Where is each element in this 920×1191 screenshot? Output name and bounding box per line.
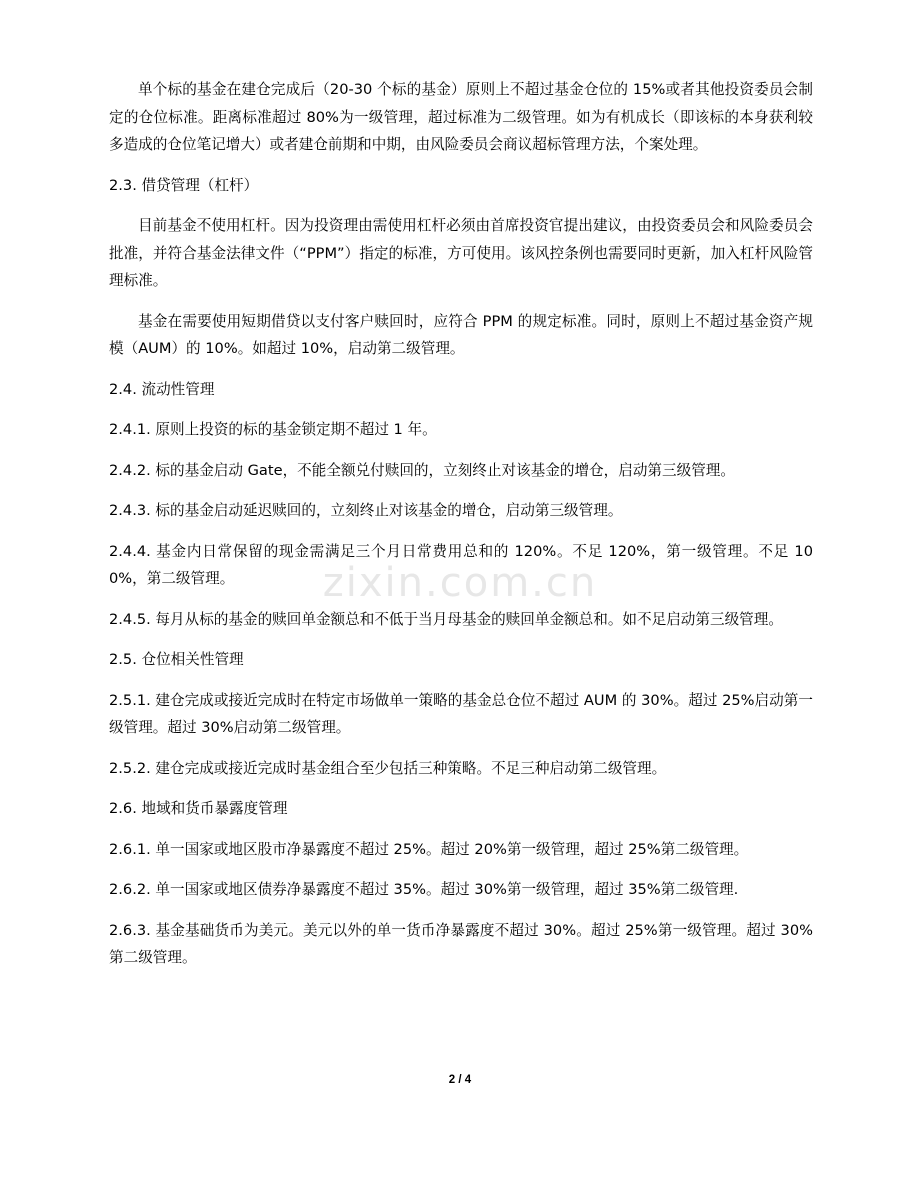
- list-item-2-5-2: 2.5.2. 建仓完成或接近完成时基金组合至少包括三种策略。不足三种启动第二级管理。: [109, 759, 667, 777]
- section-heading-borrowing: 2.3. 借贷管理（杠杆）: [109, 176, 259, 194]
- list-item-2-6-2: 2.6.2. 单一国家或地区债券净暴露度不超过 35%。超过 30%第一级管理，超过 35%第二级管理.: [109, 881, 739, 898]
- list-item-2-6-3: 2.6.3. 基金基础货币为美元。美元以外的单一货币净暴露度不超过 30%。超过 25%第一级管理。超过 30%第二级管理。: [109, 921, 813, 966]
- paragraph-position-limit: 单个标的基金在建仓完成后（20-30 个标的基金）原则上不超过基金仓位的 15%或者其他投资委员会制定的仓位标准。距离标准超过 80%为一级管理，超过标准为二级管理。如为有机成长（即该标的本身获利较多造成的仓位笔记增大）或者建仓前期和中期，由风险委员会商议超标管理方法，个案处理。: [109, 81, 813, 153]
- list-item-2-4-4: 2.4.4. 基金内日常保留的现金需满足三个月日常费用总和的 120%。不足 120%，第一级管理。不足 100%，第二级管理。: [109, 542, 813, 587]
- list-item-2-5-1: 2.5.1. 建仓完成或接近完成时在特定市场做单一策略的基金总仓位不超过 AUM 的 30%。超过 25%启动第一级管理。超过 30%启动第二级管理。: [109, 691, 813, 736]
- list-item-2-6-1: 2.6.1. 单一国家或地区股市净暴露度不超过 25%。超过 20%第一级管理，超过 25%第二级管理。: [109, 840, 749, 858]
- watermark: zixin.com.cn: [322, 560, 598, 606]
- page-number: 2 / 4: [448, 1074, 472, 1086]
- section-heading-exposure: 2.6. 地域和货币暴露度管理: [109, 800, 288, 817]
- paragraph-short-term-borrowing: 基金在需要使用短期借贷以支付客户赎回时，应符合 PPM 的规定标准。同时，原则上不超过基金资产规模（AUM）的 10%。如超过 10%，启动第二级管理。: [109, 312, 813, 357]
- list-item-2-4-3: 2.4.3. 标的基金启动延迟赎回的，立刻终止对该基金的增仓，启动第三级管理。: [109, 502, 623, 519]
- section-heading-liquidity: 2.4. 流动性管理: [109, 380, 215, 398]
- document-page: [109, 76, 813, 972]
- list-item-2-4-1: 2.4.1. 原则上投资的标的基金锁定期不超过 1 年。: [109, 421, 437, 438]
- list-item-2-4-2: 2.4.2. 标的基金启动 Gate，不能全额兑付赎回的，立刻终止对该基金的增仓，启动第三级管理。: [109, 461, 735, 479]
- list-item-2-4-5: 2.4.5. 每月从标的基金的赎回单金额总和不低于当月母基金的赎回单金额总和。如不足启动第三级管理。: [109, 610, 783, 628]
- section-heading-correlation: 2.5. 仓位相关性管理: [109, 651, 244, 668]
- paragraph-leverage: 目前基金不使用杠杆。因为投资理由需使用杠杆必须由首席投资官提出建议，由投资委员会和风险委员会批准，并符合基金法律文件（“PPM”）指定的标准，方可使用。该风控条例也需要同时更新，加入杠杆风险管理标准。: [109, 217, 813, 289]
